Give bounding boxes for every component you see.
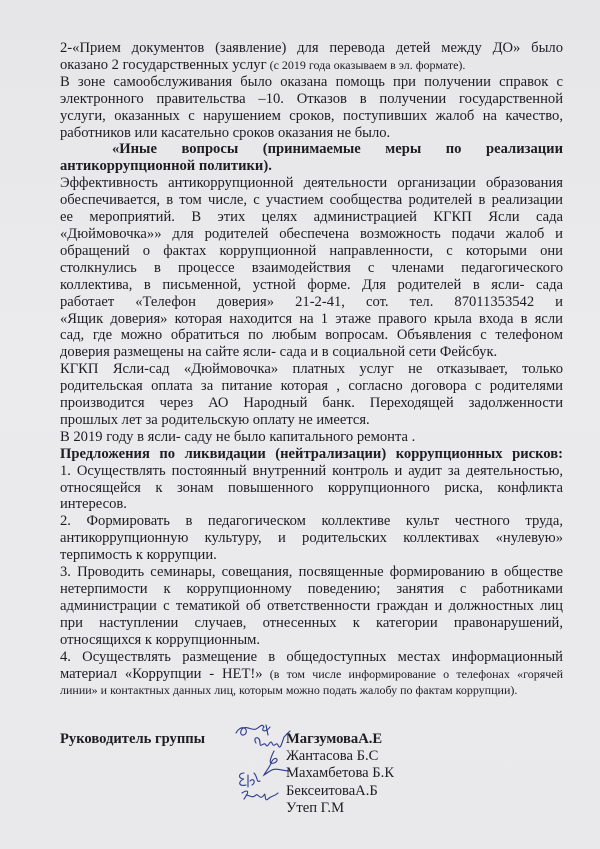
list-item: [60, 649, 563, 700]
paragraph: [60, 175, 563, 361]
text-line: [60, 74, 563, 91]
line-text: интересов.: [60, 496, 127, 513]
line-text: КГКП Ясли-сад «Дюймовочка» платных услуг не отказывает, только: [60, 361, 563, 378]
text-line: [60, 260, 563, 277]
line-text: В зоне самообслуживания было оказана помощь при получении справок с: [60, 73, 563, 90]
line-text: относящихся к коррупционным.: [60, 631, 261, 648]
text-line: [60, 158, 563, 175]
line-text: родительская оплата за питание которая , согласно договора с родителями: [60, 378, 563, 395]
line-text: доверия размещены на сайте ясли- сада и в социальной сети Фейсбук.: [60, 344, 498, 361]
line-text: услуги, оказанных с нарушением сроков, поступивших жалоб на качество,: [60, 107, 563, 124]
line-text: антикоррупционную культуру, и родительских коллективах «нулевую»: [60, 530, 563, 547]
line-text: В 2019 году в ясли- саду не было капитального ремонта .: [60, 428, 416, 445]
line-note: линии» и контактных данных лиц, которым можно подать жалобу по фактам коррупции).: [60, 683, 518, 698]
signatory-name: Махамбетова Б.К: [286, 765, 395, 782]
line-text: производится через АО Народный банк. Переходящей задолженности: [60, 395, 563, 412]
line-text: материал «Коррупции - НЕТ!»: [60, 665, 263, 682]
line-text: 4. Осуществлять размещение в общедоступных местах информационный: [60, 648, 563, 665]
text-line: [60, 209, 563, 226]
signatory-name: Жантасова Б.С: [286, 748, 379, 765]
signatory-name: БексеитоваА.Б: [286, 782, 378, 799]
text-line: [60, 395, 563, 412]
line-text: 2. Формировать в педагогическом коллективе культ честного труда,: [60, 513, 563, 530]
text-line: [60, 429, 563, 446]
line-text: относящейся к зонам повышенного коррупционного риска, конфликта: [60, 479, 563, 496]
list-item: [60, 564, 563, 649]
text-line: [60, 463, 563, 480]
text-line: [60, 446, 563, 463]
line-text: «Дюймовочка»» для родителей обеспечена возможность подачи жалоб и: [60, 225, 563, 242]
text-line: [60, 412, 563, 429]
line-text: «Ящик доверия» которая находится на 1 этаже правого крыла входа в ясли: [60, 310, 563, 327]
group-leader-label: Руководитель группы: [60, 731, 206, 747]
line-note: (в том числе информирование о телефонах «горячей: [262, 666, 563, 681]
text-line: [60, 125, 563, 142]
signatory-list: [286, 731, 394, 817]
text-line: [60, 40, 563, 57]
line-text: Предложения по ликвидации (нейтрализации) коррупционных рисков:: [60, 445, 563, 462]
text-line: [60, 243, 563, 260]
line-text: столкнулись в процессе взаимодействия с членами педагогического: [60, 259, 563, 276]
text-line: [60, 649, 563, 666]
text-line: [60, 57, 563, 74]
text-line: [60, 581, 563, 598]
list-item: [60, 463, 563, 514]
text-line: [60, 311, 563, 328]
text-line: [60, 175, 563, 192]
line-text: 2-«Прием документов (заявление) для перевода детей между ДО» было: [60, 40, 563, 56]
signatory-name: Утеп Г.М: [286, 799, 345, 816]
paragraph: [60, 74, 563, 142]
paragraph: [60, 361, 563, 429]
text-line: [60, 513, 563, 530]
text-line: [60, 480, 563, 497]
text-line: [60, 192, 563, 209]
text-line: [60, 682, 563, 699]
paragraph: [60, 40, 563, 74]
line-text: оказано 2 государственных услуг: [60, 56, 267, 73]
text-line: [60, 327, 563, 344]
line-text: коллектива, в письменной, устной форме. Для родителей в ясли- сада: [60, 276, 563, 293]
line-text: терпимость к коррупции.: [60, 547, 217, 564]
paragraph: [60, 429, 563, 446]
line-text: ее мероприятий. В этих целях администрацией КГКП Ясли сада: [60, 209, 563, 226]
section-heading: [60, 141, 563, 175]
text-line: [60, 547, 563, 564]
text-line: [60, 564, 563, 581]
signatory-name: МагзумоваА.Е: [286, 731, 383, 747]
text-line: [60, 344, 563, 361]
line-note: (с 2019 года оказываем в эл. формате).: [266, 57, 466, 72]
line-text: электронного правительства –10. Отказов в получении государственной: [60, 90, 563, 107]
text-line: [60, 615, 563, 632]
line-text: работников или касательно сроков оказания не было.: [60, 124, 391, 141]
line-text: Эффективность антикоррупционной деятельности организации образования: [60, 175, 563, 192]
line-text: антикоррупционной политики).: [60, 158, 272, 175]
text-line: [60, 226, 563, 243]
text-line: [60, 294, 563, 311]
line-text: сад, где можно обратиться по любым вопросам. Объявления с телефоном: [60, 327, 563, 344]
line-text: обращений о фактах коррупционной направленности, с которыми они: [60, 242, 563, 259]
line-text: прошлых лет за родительскую оплату не имеется.: [60, 411, 370, 428]
section-heading: [60, 446, 563, 463]
line-text: обеспечивается, в том числе, с участием сообщества родителей в реализации: [60, 192, 563, 209]
line-text: работает «Телефон доверия» 21-2-41, сот. тел. 87011353542 и: [60, 293, 563, 310]
text-line: [60, 141, 563, 158]
line-text: 3. Проводить семинары, совещания, посвященные формированию в обществе: [60, 564, 563, 581]
text-line: [60, 108, 563, 125]
text-line: [60, 496, 563, 513]
line-text: администрации с тематикой об ответственности граждан и должностных лиц: [60, 597, 563, 614]
text-line: [60, 666, 563, 683]
line-text: «Иные вопросы (принимаемые меры по реализации: [112, 141, 563, 158]
text-line: [60, 632, 563, 649]
text-line: [60, 598, 563, 615]
line-text: нетерпимости к коррупционному поведению; занятия с работниками: [60, 581, 563, 597]
text-line: [60, 277, 563, 294]
text-line: [60, 91, 563, 108]
text-line: [60, 378, 563, 395]
text-line: [60, 361, 563, 378]
text-line: [60, 530, 563, 547]
line-text: 1. Осуществлять постоянный внутренний контроль и аудит за деятельностью,: [60, 462, 563, 479]
line-text: при наступлении случаев, отнесенных к категории правонарушений,: [60, 614, 563, 631]
document-body: [60, 40, 563, 699]
list-item: [60, 513, 563, 564]
signature-block: [60, 727, 580, 837]
